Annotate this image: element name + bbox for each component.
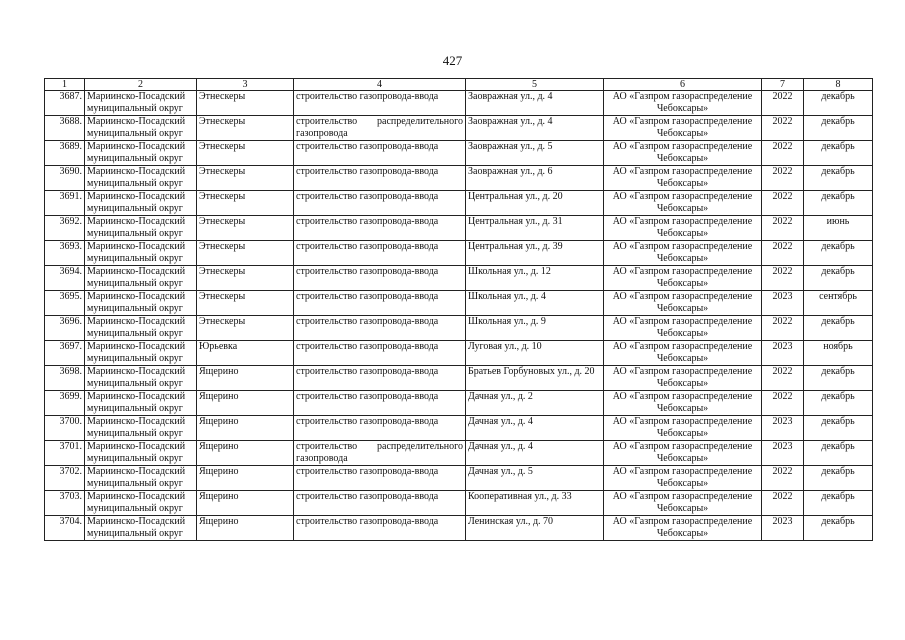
table-row [45, 166, 873, 191]
column-header: 6 [604, 79, 762, 91]
organization-cell: АО «Газпром газораспределение Чебоксары» [604, 91, 762, 116]
work-type-cell: строительство газопровода-ввода [294, 91, 466, 116]
column-header: 1 [45, 79, 85, 91]
organization-cell: АО «Газпром газораспределение Чебоксары» [604, 291, 762, 316]
table-row [45, 416, 873, 441]
organization-cell: АО «Газпром газораспределение Чебоксары» [604, 491, 762, 516]
table-row [45, 366, 873, 391]
work-type-cell: строительство распределительного газопровода [294, 441, 466, 466]
month-cell: декабрь [804, 366, 873, 391]
table-body [45, 91, 873, 541]
address-cell: Ленинская ул., д. 70 [466, 516, 604, 541]
year-cell: 2022 [762, 166, 804, 191]
address-cell: Дачная ул., д. 4 [466, 416, 604, 441]
year-cell: 2022 [762, 216, 804, 241]
column-number-row [45, 79, 873, 91]
month-cell: декабрь [804, 491, 873, 516]
work-type-cell: строительство распределительного газопровода [294, 116, 466, 141]
column-header: 7 [762, 79, 804, 91]
column-header: 5 [466, 79, 604, 91]
table-row [45, 466, 873, 491]
row-number: 3697. [45, 341, 85, 366]
year-cell: 2022 [762, 91, 804, 116]
address-cell: Дачная ул., д. 2 [466, 391, 604, 416]
row-number: 3689. [45, 141, 85, 166]
work-type-cell: строительство газопровода-ввода [294, 241, 466, 266]
year-cell: 2022 [762, 116, 804, 141]
row-number: 3703. [45, 491, 85, 516]
district-cell: Мариинско-Посадский муниципальный округ [85, 291, 197, 316]
address-cell: Дачная ул., д. 5 [466, 466, 604, 491]
table-row [45, 216, 873, 241]
table-row [45, 441, 873, 466]
settlement-cell: Юрьевка [197, 341, 294, 366]
month-cell: декабрь [804, 391, 873, 416]
district-cell: Мариинско-Посадский муниципальный округ [85, 241, 197, 266]
month-cell: декабрь [804, 116, 873, 141]
column-header: 4 [294, 79, 466, 91]
year-cell: 2023 [762, 341, 804, 366]
district-cell: Мариинско-Посадский муниципальный округ [85, 391, 197, 416]
work-type-cell: строительство газопровода-ввода [294, 341, 466, 366]
column-header: 3 [197, 79, 294, 91]
district-cell: Мариинско-Посадский муниципальный округ [85, 466, 197, 491]
row-number: 3702. [45, 466, 85, 491]
address-cell: Центральная ул., д. 31 [466, 216, 604, 241]
settlement-cell: Этнескеры [197, 241, 294, 266]
address-cell: Центральная ул., д. 20 [466, 191, 604, 216]
month-cell: декабрь [804, 91, 873, 116]
settlement-cell: Этнескеры [197, 216, 294, 241]
settlement-cell: Этнескеры [197, 116, 294, 141]
work-type-cell: строительство газопровода-ввода [294, 491, 466, 516]
settlement-cell: Ящерино [197, 491, 294, 516]
settlement-cell: Ящерино [197, 441, 294, 466]
row-number: 3700. [45, 416, 85, 441]
organization-cell: АО «Газпром газораспределение Чебоксары» [604, 141, 762, 166]
address-cell: Центральная ул., д. 39 [466, 241, 604, 266]
month-cell: декабрь [804, 266, 873, 291]
organization-cell: АО «Газпром газораспределение Чебоксары» [604, 391, 762, 416]
row-number: 3695. [45, 291, 85, 316]
organization-cell: АО «Газпром газораспределение Чебоксары» [604, 341, 762, 366]
month-cell: декабрь [804, 416, 873, 441]
month-cell: декабрь [804, 516, 873, 541]
row-number: 3690. [45, 166, 85, 191]
month-cell: июнь [804, 216, 873, 241]
work-type-cell: строительство газопровода-ввода [294, 416, 466, 441]
gasification-table [44, 78, 873, 541]
year-cell: 2022 [762, 366, 804, 391]
year-cell: 2023 [762, 291, 804, 316]
month-cell: сентябрь [804, 291, 873, 316]
year-cell: 2022 [762, 391, 804, 416]
work-type-cell: строительство газопровода-ввода [294, 316, 466, 341]
column-header: 8 [804, 79, 873, 91]
organization-cell: АО «Газпром газораспределение Чебоксары» [604, 516, 762, 541]
column-header: 2 [85, 79, 197, 91]
work-type-cell: строительство газопровода-ввода [294, 216, 466, 241]
table-row [45, 266, 873, 291]
address-cell: Братьев Горбуновых ул., д. 20 [466, 366, 604, 391]
address-cell: Луговая ул., д. 10 [466, 341, 604, 366]
district-cell: Мариинско-Посадский муниципальный округ [85, 491, 197, 516]
settlement-cell: Этнескеры [197, 166, 294, 191]
table-row [45, 391, 873, 416]
organization-cell: АО «Газпром газораспределение Чебоксары» [604, 316, 762, 341]
table-row [45, 516, 873, 541]
table-row [45, 91, 873, 116]
year-cell: 2022 [762, 191, 804, 216]
district-cell: Мариинско-Посадский муниципальный округ [85, 341, 197, 366]
row-number: 3701. [45, 441, 85, 466]
settlement-cell: Этнескеры [197, 316, 294, 341]
organization-cell: АО «Газпром газораспределение Чебоксары» [604, 466, 762, 491]
year-cell: 2022 [762, 466, 804, 491]
organization-cell: АО «Газпром газораспределение Чебоксары» [604, 116, 762, 141]
table-row [45, 491, 873, 516]
table-row [45, 241, 873, 266]
work-type-cell: строительство газопровода-ввода [294, 191, 466, 216]
organization-cell: АО «Газпром газораспределение Чебоксары» [604, 441, 762, 466]
row-number: 3693. [45, 241, 85, 266]
work-type-cell: строительство газопровода-ввода [294, 166, 466, 191]
row-number: 3704. [45, 516, 85, 541]
year-cell: 2022 [762, 491, 804, 516]
district-cell: Мариинско-Посадский муниципальный округ [85, 516, 197, 541]
organization-cell: АО «Газпром газораспределение Чебоксары» [604, 216, 762, 241]
address-cell: Кооперативная ул., д. 33 [466, 491, 604, 516]
organization-cell: АО «Газпром газораспределение Чебоксары» [604, 266, 762, 291]
settlement-cell: Этнескеры [197, 91, 294, 116]
district-cell: Мариинско-Посадский муниципальный округ [85, 266, 197, 291]
district-cell: Мариинско-Посадский муниципальный округ [85, 366, 197, 391]
year-cell: 2023 [762, 516, 804, 541]
month-cell: ноябрь [804, 341, 873, 366]
table-row [45, 341, 873, 366]
district-cell: Мариинско-Посадский муниципальный округ [85, 416, 197, 441]
address-cell: Школьная ул., д. 4 [466, 291, 604, 316]
year-cell: 2022 [762, 266, 804, 291]
organization-cell: АО «Газпром газораспределение Чебоксары» [604, 166, 762, 191]
work-type-cell: строительство газопровода-ввода [294, 516, 466, 541]
address-cell: Заовражная ул., д. 5 [466, 141, 604, 166]
district-cell: Мариинско-Посадский муниципальный округ [85, 216, 197, 241]
year-cell: 2022 [762, 241, 804, 266]
district-cell: Мариинско-Посадский муниципальный округ [85, 191, 197, 216]
month-cell: декабрь [804, 191, 873, 216]
settlement-cell: Этнескеры [197, 191, 294, 216]
table-row [45, 141, 873, 166]
district-cell: Мариинско-Посадский муниципальный округ [85, 441, 197, 466]
year-cell: 2023 [762, 441, 804, 466]
year-cell: 2022 [762, 141, 804, 166]
row-number: 3699. [45, 391, 85, 416]
month-cell: декабрь [804, 316, 873, 341]
row-number: 3694. [45, 266, 85, 291]
district-cell: Мариинско-Посадский муниципальный округ [85, 141, 197, 166]
work-type-cell: строительство газопровода-ввода [294, 466, 466, 491]
district-cell: Мариинско-Посадский муниципальный округ [85, 166, 197, 191]
month-cell: декабрь [804, 141, 873, 166]
row-number: 3696. [45, 316, 85, 341]
table-row [45, 291, 873, 316]
month-cell: декабрь [804, 241, 873, 266]
settlement-cell: Ящерино [197, 516, 294, 541]
address-cell: Дачная ул., д. 4 [466, 441, 604, 466]
work-type-cell: строительство газопровода-ввода [294, 141, 466, 166]
organization-cell: АО «Газпром газораспределение Чебоксары» [604, 416, 762, 441]
table-row [45, 191, 873, 216]
settlement-cell: Ящерино [197, 366, 294, 391]
settlement-cell: Ящерино [197, 391, 294, 416]
address-cell: Заовражная ул., д. 4 [466, 116, 604, 141]
table-row [45, 316, 873, 341]
settlement-cell: Ящерино [197, 466, 294, 491]
address-cell: Школьная ул., д. 9 [466, 316, 604, 341]
row-number: 3687. [45, 91, 85, 116]
district-cell: Мариинско-Посадский муниципальный округ [85, 316, 197, 341]
work-type-cell: строительство газопровода-ввода [294, 366, 466, 391]
address-cell: Школьная ул., д. 12 [466, 266, 604, 291]
address-cell: Заовражная ул., д. 4 [466, 91, 604, 116]
address-cell: Заовражная ул., д. 6 [466, 166, 604, 191]
organization-cell: АО «Газпром газораспределение Чебоксары» [604, 366, 762, 391]
row-number: 3688. [45, 116, 85, 141]
table-row [45, 116, 873, 141]
row-number: 3698. [45, 366, 85, 391]
settlement-cell: Этнескеры [197, 291, 294, 316]
work-type-cell: строительство газопровода-ввода [294, 391, 466, 416]
row-number: 3691. [45, 191, 85, 216]
month-cell: декабрь [804, 441, 873, 466]
year-cell: 2022 [762, 316, 804, 341]
row-number: 3692. [45, 216, 85, 241]
settlement-cell: Ящерино [197, 416, 294, 441]
year-cell: 2023 [762, 416, 804, 441]
organization-cell: АО «Газпром газораспределение Чебоксары» [604, 191, 762, 216]
organization-cell: АО «Газпром газораспределение Чебоксары» [604, 241, 762, 266]
work-type-cell: строительство газопровода-ввода [294, 291, 466, 316]
settlement-cell: Этнескеры [197, 266, 294, 291]
page-number: 427 [442, 53, 463, 68]
work-type-cell: строительство газопровода-ввода [294, 266, 466, 291]
month-cell: декабрь [804, 166, 873, 191]
month-cell: декабрь [804, 466, 873, 491]
district-cell: Мариинско-Посадский муниципальный округ [85, 91, 197, 116]
settlement-cell: Этнескеры [197, 141, 294, 166]
district-cell: Мариинско-Посадский муниципальный округ [85, 116, 197, 141]
